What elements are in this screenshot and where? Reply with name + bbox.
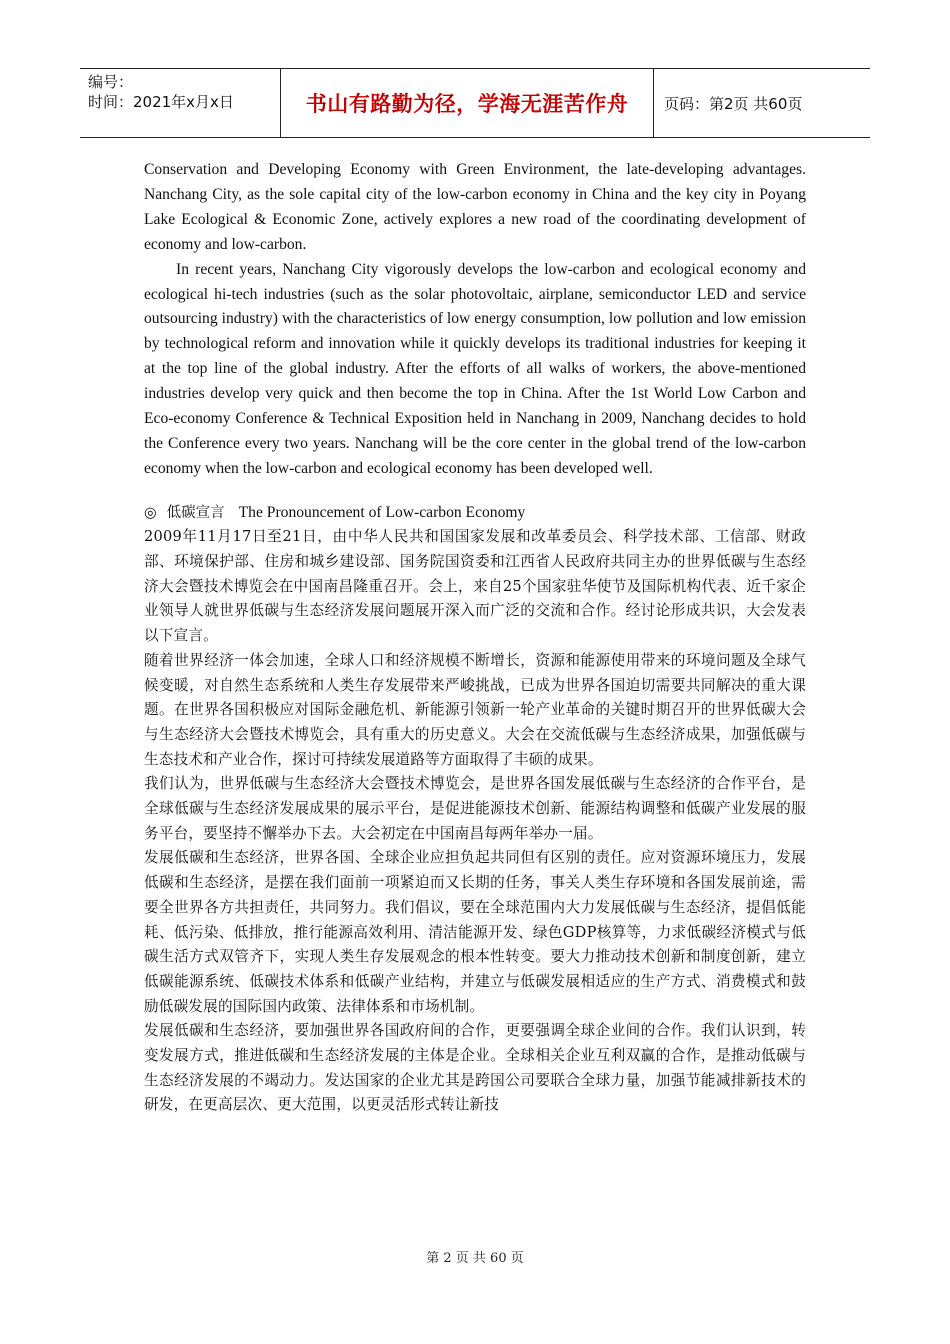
english-paragraph-2: In recent years, Nanchang City vigorously develops the low-carbon and ecological economy and ecological hi-tech industries (such as the solar photovoltaic, airplane, semiconductor LED and service outsourcing industry) with the characteristics of low energy consumption, low pollution and low emission by technological reform and innovation while it quickly develops its traditional industries for keeping it at the top line of the global industry. After the efforts of all walks of workers, the above-mentioned industries develop very quick and then become the top in China. After the 1st World Low Carbon and Eco-economy Conference & Technical Exposition held in Nanchang in 2009, Nanchang decides to hold the Conference every two years. Nanchang will be the core center in the global trend of the low-carbon economy when the low-carbon and ecological economy has been developed well. [144,260,806,477]
header-page-info: 页码：第2页 共60页 [664,94,803,113]
chinese-paragraph-5: 发展低碳和生态经济，要加强世界各国政府间的合作，更要强调全球企业间的合作。我们认识到，转变发展方式，推进低碳和生态经济发展的主体是企业。全球相关企业互利双赢的合作，是推动低碳与生态经济发展的不竭动力。发达国家的企业尤其是跨国公司要联合全球力量，加强节能减排新技术的研发，在更高层次、更大范围，以更灵活形式转让新技 [144,1022,806,1114]
bullet-mark-icon: ◎ [144,504,157,521]
section-title-en: The Pronouncement of Low-carbon Economy [238,503,526,521]
chinese-paragraph-4: 发展低碳和生态经济，世界各国、全球企业应担负起共同但有区别的责任。应对资源环境压力，发展低碳和生态经济，是摆在我们面前一项紧迫而又长期的任务，事关人类生存环境和各国发展前途，需要全世界各方共担责任，共同努力。我们倡议，要在全球范围内大力发展低碳与生态经济，提倡低能耗、低污染、低排放，推行能源高效利用、清洁能源开发、绿色GDP核算等，力求低碳经济模式与低碳生活方式双管齐下，实现人类生存发展观念的根本性转变。要大力推动技术创新和制度创新，建立低碳能源系统、低碳技术体系和低碳产业结构，并建立与低碳发展相适应的生产方式、消费模式和鼓励低碳发展的国际国内政策、法律体系和市场机制。 [144,849,806,1015]
number-label: 编号： [88,73,134,91]
chinese-paragraph-1: 2009年11月17日至21日，由中华人民共和国国家发展和改革委员会、科学技术部、工信部、财政部、环境保护部、住房和城乡建设部、国务院国资委和江西省人民政府共同主办的世界低碳与生态经济大会暨技术博览会在中国南昌隆重召开。会上，来自25个国家驻华使节及国际机构代表、近千家企业领导人就世界低碳与生态经济发展问题展开深入而广泛的交流和合作。经讨论形成共识，大会发表以下宣言。 [144,528,806,645]
document-header [80,68,870,138]
time-label: 时间：2021年x月x日 [88,93,234,111]
chinese-paragraph-2: 随着世界经济一体会加速，全球人口和经济规模不断增长，资源和能源使用带来的环境问题及全球气候变暖，对自然生态系统和人类生存发展带来严峻挑战，已成为世界各国迫切需要共同解决的重大课题。在世界各国积极应对国际金融危机、新能源引领新一轮产业革命的关键时期召开的世界低碳大会与生态经济大会暨技术博览会，具有重大的历史意义。大会在交流低碳与生态经济成果，加强低碳与生态技术和产业合作，探讨可持续发展道路等方面取得了丰硕的成果。 [144,651,806,768]
english-paragraph-1: Conservation and Developing Economy with Green Environment, the late-developing advantages. Nanchang City, as the sole capital city of the low-carbon economy in China and the key city in Poyang Lake Ecological & Economic Zone, actively explores a new road of the coordinating development of economy and low-carbon. [144,161,806,253]
section-title-zh: 低碳宣言 [166,504,225,521]
header-motto: 书山有路勤为径，学海无涯苦作舟 [281,69,654,137]
section-heading [144,501,806,526]
header-meta [80,69,281,137]
page-footer: 第 2 页 共 60 页 [426,1251,524,1266]
page-body [144,158,806,1118]
chinese-paragraph-3: 我们认为，世界低碳与生态经济大会暨技术博览会，是世界各国发展低碳与生态经济的合作平台，是全球低碳与生态经济发展成果的展示平台，是促进能源技术创新、能源结构调整和低碳产业发展的服务平台，要坚持不懈举办下去。大会初定在中国南昌每两年举办一届。 [144,775,806,842]
